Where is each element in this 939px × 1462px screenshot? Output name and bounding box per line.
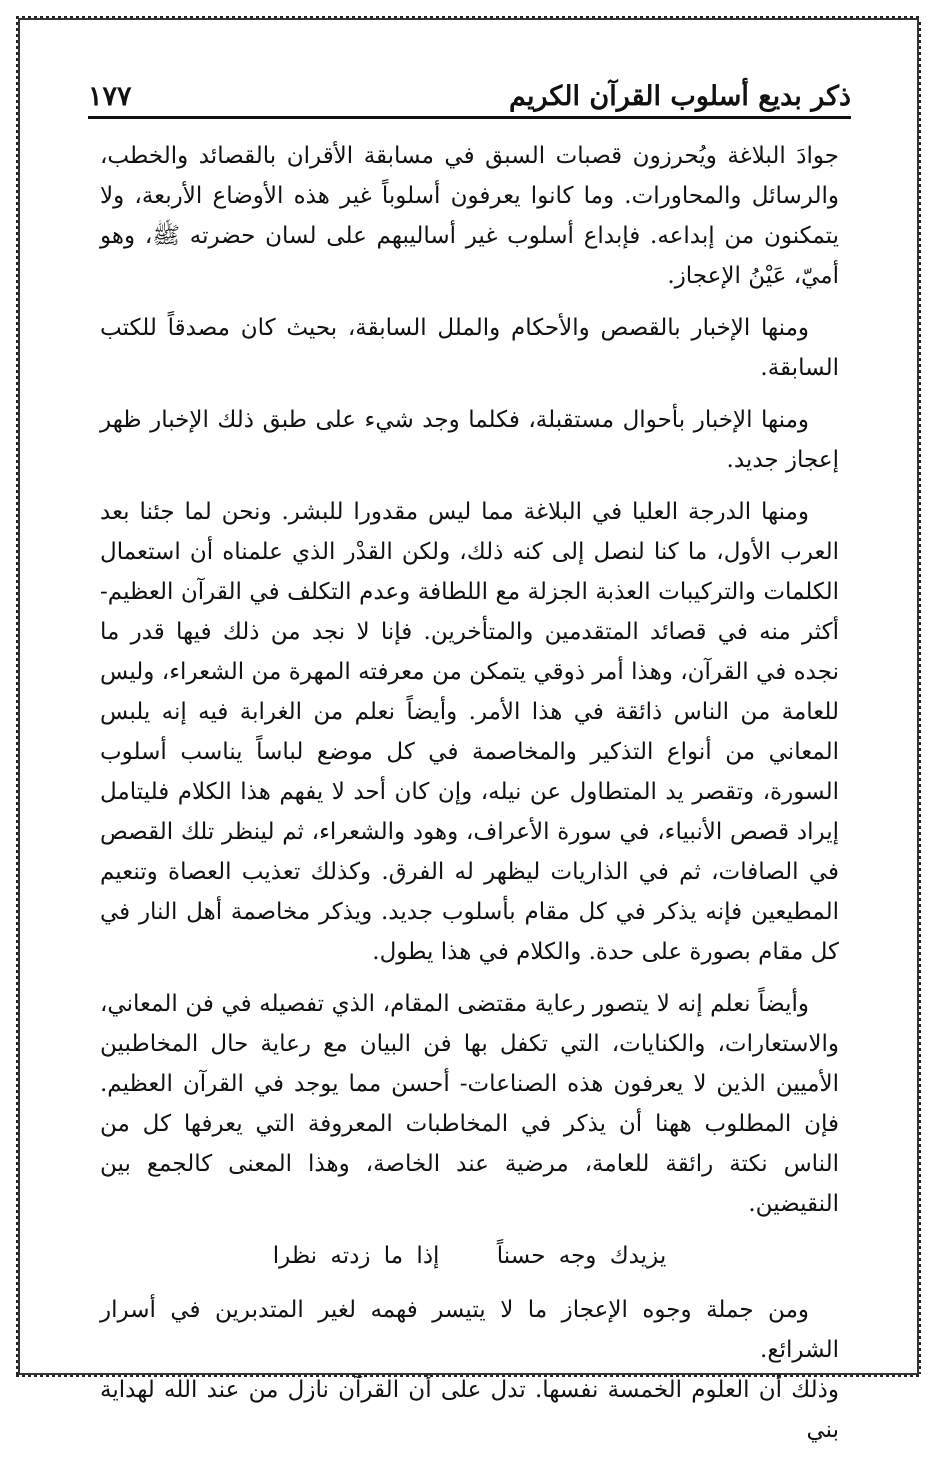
- paragraph-4: ومنها الدرجة العليا في البلاغة مما ليس مقدورا للبشر. ونحن لما جئنا بعد العرب الأول، ما كنا لنصل إلى كنه ذلك، ولكن القدْر الذي علمناه أن استعمال الكلمات والتركيبات العذبة الجزلة مع اللطافة وعدم التكلف في القرآن العظيم- أكثر منه في قصائد المتقدمين والمتأخرين. فإنا لا نجد من ذلك فيها قدر ما نجده في القرآن، وهذا أمر ذوقي يتمكن من معرفته المهرة من الشعراء، وليس للعامة من الناس ذائقة في هذا الأمر. وأيضاً نعلم من الغرابة فيه إنه يلبس المعاني من أنواع التذكير والمخاصمة في كل موضع لباساً يناسب أسلوب السورة، وتقصر يد المتطاول عن نيله، وإن كان أحد لا يفهم هذا الكلام فليتامل إيراد قصص الأنبياء، في سورة الأعراف، وهود والشعراء، ثم لينظر تلك القصص في الصافات، ثم في الذاريات ليظهر له الفرق. وكذلك تعذيب العصاة وتنعيم المطيعين فإنه يذكر في كل مقام بأسلوب جديد. ويذكر مخاصمة أهل النار في كل مقام بصورة على حدة. والكلام في هذا يطول.: [100, 499, 839, 965]
- paragraph-5: وأيضاً نعلم إنه لا يتصور رعاية مقتضى المقام، الذي تفصيله في فن المعاني، والاستعارات، والكنايات، التي تكفل بها فن البيان مع رعاية حال المخاطبين الأميين الذين لا يعرفون هذه الصناعات- أحسن مما يوجد في القرآن العظيم. فإن المطلوب ههنا أن يذكر في المخاطبات المعروفة التي يعرفها كل من الناس نكتة رائقة للعامة، مرضية عند الخاصة، وهذا المعنى كالجمع بين النقيضين.: [100, 991, 839, 1217]
- poetry-verse: [100, 1236, 839, 1276]
- running-title: ذكر بديع أسلوب القرآن الكريم: [508, 81, 851, 112]
- paragraph-3: ومنها الإخبار بأحوال مستقبلة، فكلما وجد شيء على طبق ذلك الإخبار ظهر إعجاز جديد.: [100, 407, 839, 473]
- paragraph-2: ومنها الإخبار بالقصص والأحكام والملل السابقة، بحيث كان مصدقاً للكتب السابقة.: [100, 315, 839, 381]
- page-body: [100, 136, 839, 1462]
- page-number: ١٧٧: [88, 81, 132, 112]
- verse-first-hemistich: يزيدك وجه حسناً: [496, 1243, 667, 1269]
- paragraph-6: ومن جملة وجوه الإعجاز ما لا يتيسر فهمه لغير المتدبرين في أسرار الشرائع.: [100, 1297, 839, 1363]
- paragraph-7: وذلك أن العلوم الخمسة نفسها. تدل على أن القرآن نازل من عند الله لهداية بني: [100, 1377, 839, 1443]
- paragraph-1: جوادَ البلاغة ويُحرزون قصبات السبق في مسابقة الأقران بالقصائد والخطب، والرسائل والمحاورات. وما كانوا يعرفون أسلوباً غير هذه الأوضاع الأربعة، ولا يتمكنون من إبداعه. فإبداع أسلوب غير أساليبهم على لسان حضرته ﷺ، وهو أميّ، عَيْنُ الإعجاز.: [100, 143, 839, 289]
- header-rule: [88, 116, 851, 119]
- page-header: [88, 64, 851, 112]
- verse-second-hemistich: إذا ما زدته نظرا: [272, 1243, 440, 1269]
